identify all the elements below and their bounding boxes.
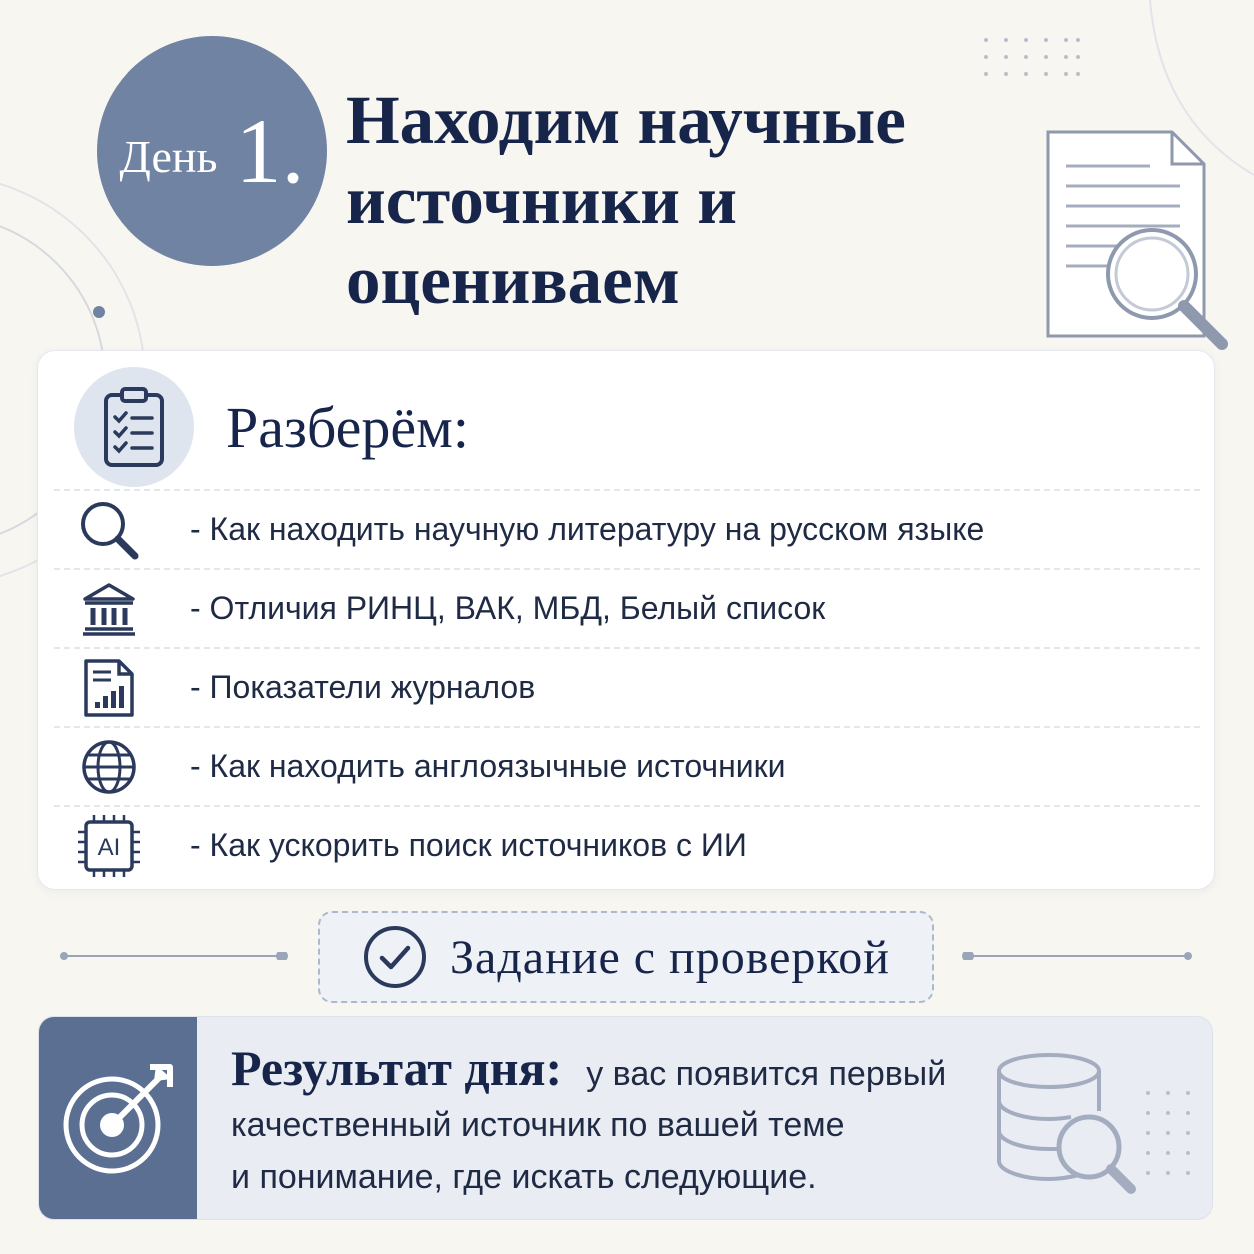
checkmark-circle-icon (362, 924, 428, 990)
document-search-icon (1040, 126, 1240, 358)
result-heading-line (231, 1039, 991, 1097)
clipboard-checklist-icon (102, 385, 166, 469)
title-line: источники и оцениваем (346, 162, 738, 318)
item-icon (54, 806, 164, 885)
item-text: - Как ускорить поиск источников с ИИ (190, 827, 747, 863)
card-header (74, 367, 469, 487)
list-item (54, 805, 1200, 884)
result-side-panel (39, 1017, 197, 1220)
card-title: Разберём: (226, 394, 469, 460)
ai-chip-label: AI (97, 833, 121, 861)
day-number: 1. (235, 100, 305, 202)
ai-chip-icon (74, 814, 144, 878)
connector-line-right (960, 952, 1196, 960)
title-line: Находим научные (346, 82, 906, 158)
result-line: качественный источник по вашей теме (231, 1106, 845, 1144)
database-search-icon (991, 1049, 1141, 1199)
result-panel (38, 1016, 1213, 1220)
connector-line-left (60, 952, 288, 960)
item-text: - Как находить англоязычные источники (190, 748, 786, 784)
day-word: День (119, 130, 218, 182)
day-badge (97, 36, 327, 266)
topics-card (37, 350, 1215, 890)
list-item (54, 568, 1200, 647)
dot-grid (1142, 1087, 1202, 1187)
topics-list (54, 489, 1200, 884)
globe-icon (80, 738, 138, 796)
result-title: Результат дня: (231, 1040, 563, 1096)
item-text: - Как находить научную литературу на русском языке (190, 511, 985, 547)
item-text: - Отличия РИНЦ, ВАК, МБД, Белый список (190, 590, 826, 626)
item-text: - Показатели журналов (190, 669, 536, 705)
list-item (54, 489, 1200, 568)
item-icon (54, 490, 164, 569)
result-lead: у вас появится первый (586, 1055, 947, 1093)
target-arrow-icon (58, 1059, 178, 1179)
clipboard-icon-badge (74, 367, 194, 487)
item-icon (54, 569, 164, 648)
task-badge (318, 911, 934, 1003)
institution-icon (81, 581, 137, 637)
search-icon (77, 498, 141, 562)
list-item (54, 726, 1200, 805)
item-icon (54, 727, 164, 806)
report-chart-icon (83, 658, 135, 718)
task-label: Задание с проверкой (449, 930, 890, 984)
item-icon (54, 648, 164, 727)
result-body (231, 1039, 991, 1203)
result-line: и понимание, где искать следующие. (231, 1158, 817, 1196)
list-item (54, 647, 1200, 726)
result-description (231, 1099, 991, 1203)
